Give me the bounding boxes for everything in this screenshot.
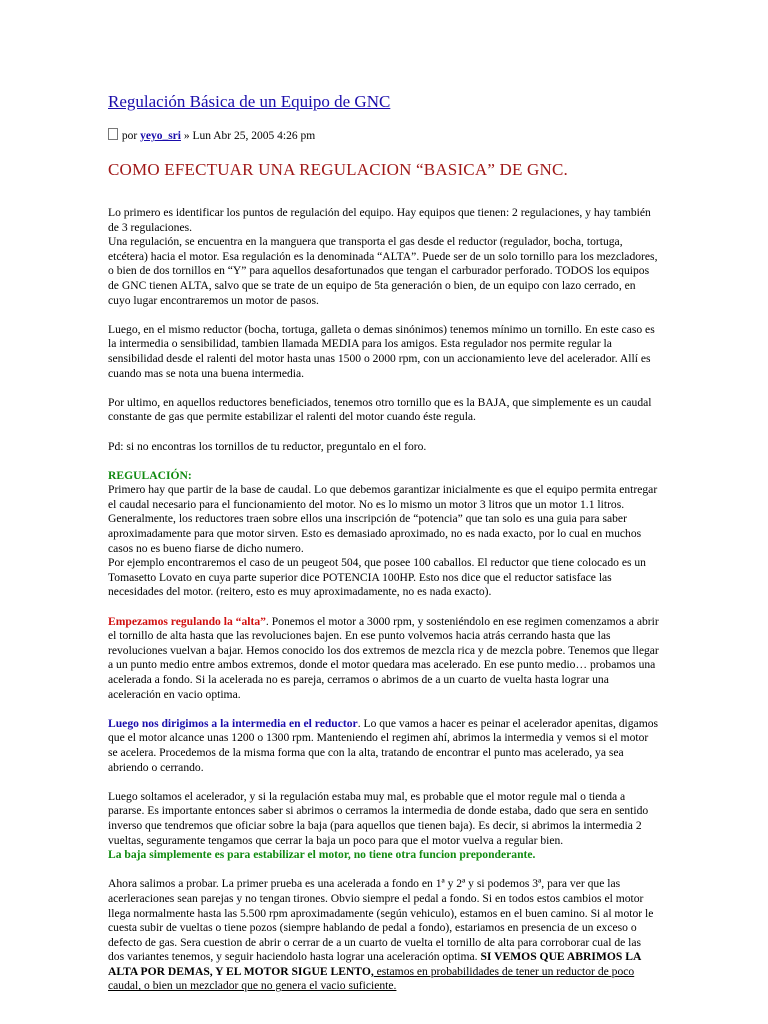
author-link[interactable]: yeyo_sri [140,130,181,142]
underlined-text: estamos en probabilidades de tener un reductor de poco caudal, o bien un mezclador que no genera el vacio suficiente. [108,964,635,993]
post-byline [108,128,315,142]
paragraph-text: Ahora salimos a probar. La primer prueba es una acelerada a fondo en 1ª y 2ª y si podemos 3ª, para ver que las acerleraciones sean parejas y no tengan tirones. Obvio siempre el pedal a fondo. Si en todos estos cambios el motor llega normalmente hasta las 5.500 rpm aproximadamente (según vehiculo), estamos en el buen camino. Si al motor le cuesta subir de vueltas o tiene pozos (siempre hablando de pedal a fondo), estariamos en presencia de un exceso o defecto de gas. Sera cuestion de abrir o cerrar de a un cuarto de vuelta el tornillo de alta para corroborar cual de las dos variantes tenemos, y seguir haciendolo hasta lograr una aceleración optima. [108,877,654,964]
emphasis-baja: La baja simplemente es para estabilizar el motor, no tiene otra funcion preponderante. [108,848,536,862]
paragraph-caudal [108,483,660,600]
paragraph-baja: Por ultimo, en aquellos reductores beneficiados, tenemos otro tornillo que es la BAJA, que simplemente es un caudal constante de gas que permite estabilizar el ralenti del motor cuando éste regula. [108,395,652,424]
paragraph-soltar-acelerador [108,790,660,863]
paragraph-text: Lo primero es identificar los puntos de regulación del equipo. Hay equipos que tienen: 2 regulaciones, y hay también de 3 regulaciones. [108,206,651,234]
paragraph-prueba [108,877,660,994]
post-icon [108,128,118,140]
paragraph-intermedia: Luego, en el mismo reductor (bocha, tortuga, galleta o demas sinónimos) tenemos mínimo un tornillo. En este caso es la intermedia o sensibilidad, tambien llamada MEDIA para los amigos. Esta regulador nos permite regular la sensibilidad desde el ralenti del motor hasta unas 1500 o 2000 rpm, con un accionamiento leve del acelerador. Allí es cuando mas se nota una buena intermedia. [108,322,655,380]
section-heading-regulacion: REGULACIÓN: [108,468,192,482]
paragraph-postdata: Pd: si no encontras los tornillos de tu reductor, preguntalo en el foro. [108,439,427,453]
byline-prefix: por [121,130,138,142]
post-title-link[interactable]: Regulación Básica de un Equipo de GNC [108,92,391,111]
paragraph-text: Una regulación, se encuentra en la manguera que transporta el gas desde el reductor (regulador, bocha, tortuga, etcétera) hacia el motor. Esa regulación es la denominada “ALTA”. Puede ser de un solo tornillo para los mezcladores, o bien de dos tornillos en “Y” para aquellos desafortunados que tengan el carburador perforado. TODOS los equipos de GNC tienen ALTA, salvo que se trate de un equipo de 5ta generación o bien, de un equipo con lazo cerrado, en cuyo lugar encontraremos un motor de pasos. [108,235,658,307]
paragraph-text: Luego soltamos el acelerador, y si la regulación estaba muy mal, es probable que el motor regule mal o tienda a pararse. Es importante entonces saber si abrimos o cerramos la intermedia de donde estaba, dado que sera en sentido inverso que tendremos que oficiar sobre la baja (para aquellos que tienen baja). Es decir, si abrimos la intermedia 2 vueltas, seguramente tengamos que cerrar la baja un poco para que el motor vuelva a regular bien. [108,789,649,847]
emphasis-alta: Empezamos regulando la “alta” [108,614,266,628]
paragraph-text: . Lo que vamos a hacer es peinar el acelerador apenitas, digamos que el motor alcance unas 1200 o 1300 rpm. Manteniendo el regimen ahí, abrimos la intermedia y vemos si el motor se acelera. Procedemos de la misma forma que con la alta, tratando de encontrar el punto mas acelerado, ya sea abriendo o cerrando. [108,716,659,774]
paragraph-intermedia-regulation [108,717,660,775]
post-heading: COMO EFECTUAR UNA REGULACION “BASICA” DE GNC. [108,160,568,179]
paragraph-text: . Ponemos el motor a 3000 rpm, y sosteniéndolo en ese regimen comenzamos a abrir el tornillo de alta hasta que las revoluciones bajen. En ese punto volvemos hacia atrás cerrando hasta que las revoluciones vuelvan a bajar. Hemos conocido los dos extremos de mezcla rica y de mezcla pobre. Tenemos que llegar a un punto medio entre ambos extremos, donde el motor quedara mas acelerado. En ese punto medio… probamos una acelerada a fondo. Si la acelerada no es pareja, cerramos o abrimos de a un cuarto de vuelta hasta lograr una aceleración en vacio optima. [108,614,659,701]
post-body [108,206,660,1009]
paragraph-text: Por ejemplo encontraremos el caso de un peugeot 504, que posee 100 caballos. El reductor que tiene colocado es un Tomasetto Lovato en cuya parte superior dice POTENCIA 100HP. Esto nos dice que el reductor satisface las necesidades del motor. (reitero, esto es muy aproximadamente, no es nada exacto). [108,556,646,599]
emphasis-intermedia: Luego nos dirigimos a la intermedia en el reductor [108,716,358,730]
paragraph-identify [108,206,660,308]
emphasis-warning: SI VEMOS QUE ABRIMOS LA ALTA POR DEMAS, Y EL MOTOR SIGUE LENTO, [108,950,641,978]
post-date: » Lun Abr 25, 2005 4:26 pm [183,130,316,142]
paragraph-text: Primero hay que partir de la base de caudal. Lo que debemos garantizar inicialmente es que el equipo permita entregar el caudal necesario para el funcionamiento del motor. No es lo mismo un motor 3 litros que un motor 1.1 litros. Generalmente, los reductores traen sobre ellos una inscripción de “potencia” que tan solo es una guia para saber aproximadamente para que motor sirven. Esto es demasiado aproximado, no es nada exacto, por lo cual en muchos casos no es bueno fiarse de dicho numero. [108,483,658,555]
paragraph-alta [108,615,660,703]
